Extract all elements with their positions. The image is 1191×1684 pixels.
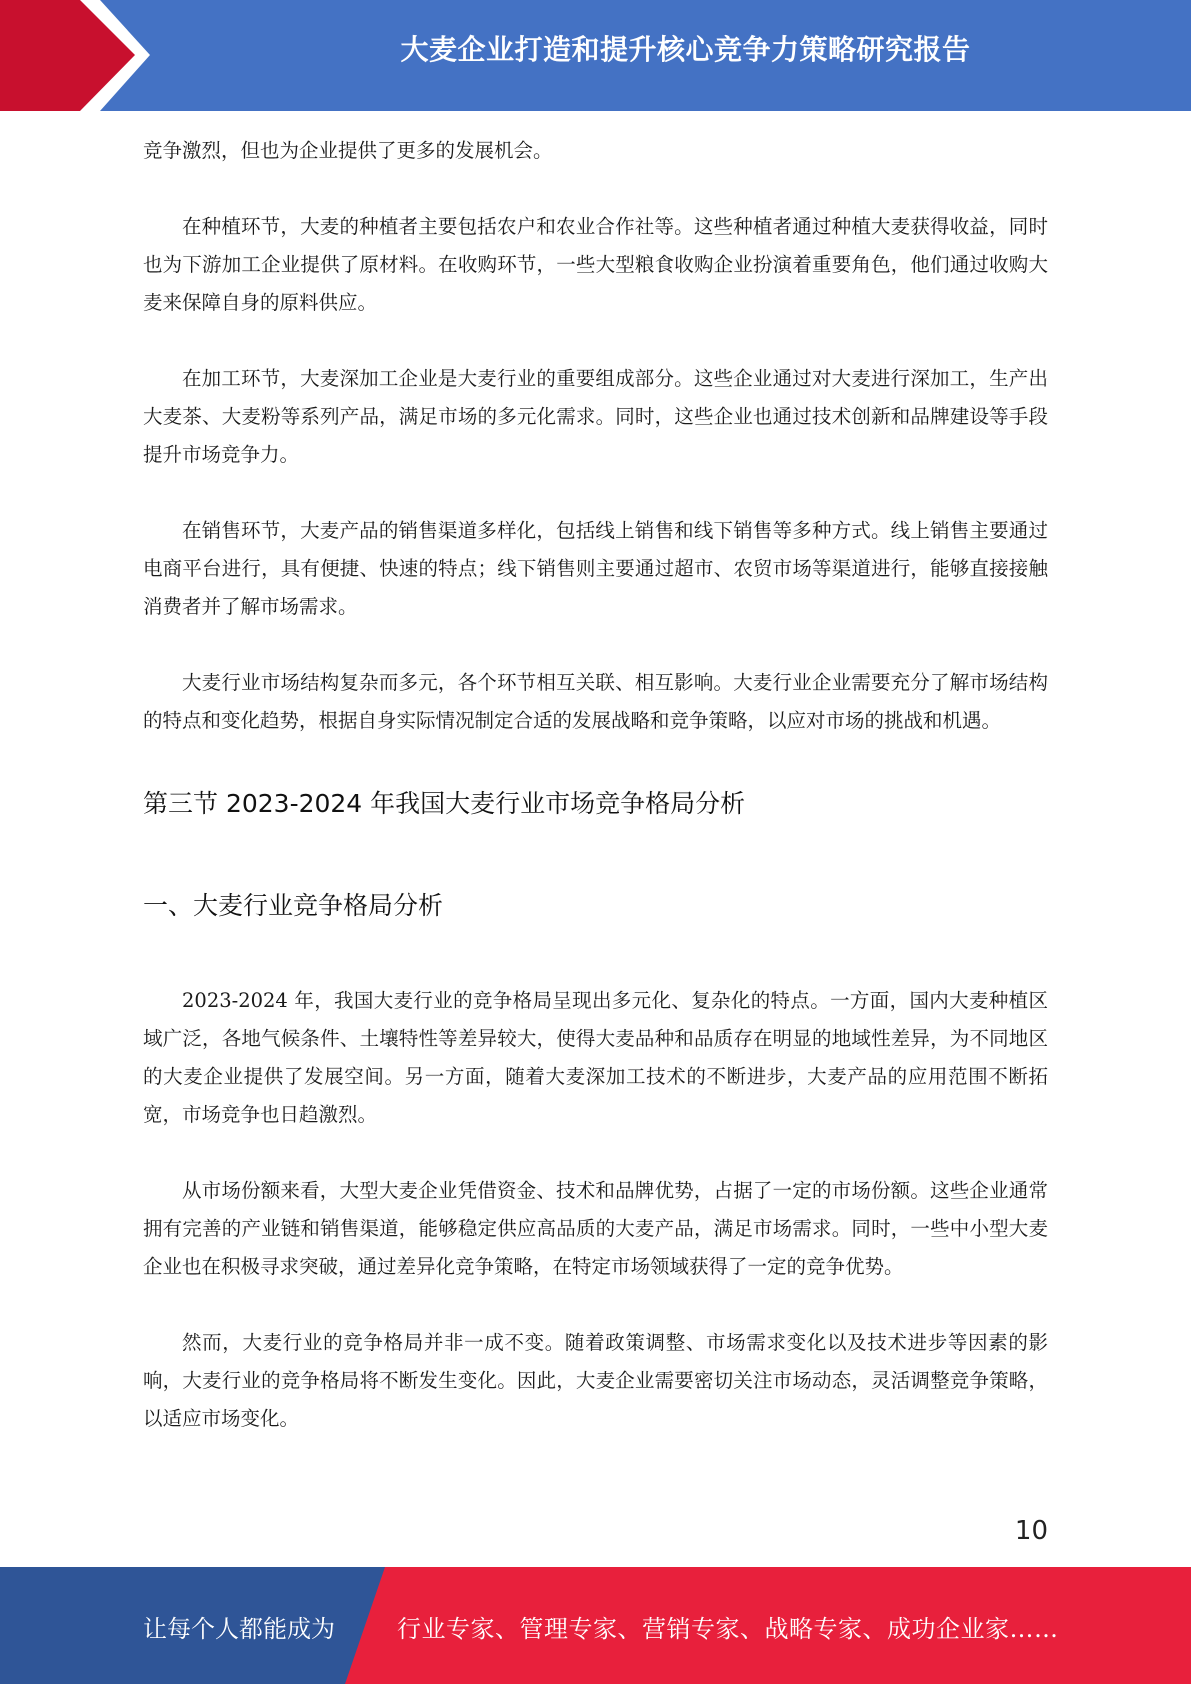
footer-slogan-right: 行业专家、管理专家、营销专家、战略专家、成功企业家…… <box>397 1615 1059 1643</box>
paragraph-continuation: 竞争激烈，但也为企业提供了更多的发展机会。 <box>143 139 553 162</box>
page-body <box>143 132 1048 1438</box>
page-header <box>0 0 1191 111</box>
paragraph-sales: 在销售环节，大麦产品的销售渠道多样化，包括线上销售和线下销售等多种方式。线上销售主要通过电商平台进行，具有便捷、快速的特点；线下销售则主要通过超市、农贸市场等渠道进行，能够直接接触消费者并了解市场需求。 <box>143 519 1048 618</box>
paragraph-market-share: 从市场份额来看，大型大麦企业凭借资金、技术和品牌优势，占据了一定的市场份额。这些企业通常拥有完善的产业链和销售渠道，能够稳定供应高品质的大麦产品，满足市场需求。同时，一些中小型大麦企业也在积极寻求突破，通过差异化竞争策略，在特定市场领域获得了一定的竞争优势。 <box>143 1179 1048 1278</box>
page-footer <box>0 1567 1191 1684</box>
page-number: 10 <box>1014 1516 1048 1546</box>
paragraph-changing-landscape: 然而，大麦行业的竞争格局并非一成不变。随着政策调整、市场需求变化以及技术进步等因素的影响，大麦行业的竞争格局将不断发生变化。因此，大麦企业需要密切关注市场动态，灵活调整竞争策略，以适应市场变化。 <box>143 1331 1048 1430</box>
paragraph-planting: 在种植环节，大麦的种植者主要包括农户和农业合作社等。这些种植者通过种植大麦获得收益，同时也为下游加工企业提供了原材料。在收购环节，一些大型粮食收购企业扮演着重要角色，他们通过收购大麦来保障自身的原料供应。 <box>143 215 1048 314</box>
section-title: 第三节 2023-2024 年我国大麦行业市场竞争格局分析 <box>143 789 746 818</box>
footer-slogan-left: 让每个人都能成为 <box>143 1615 335 1643</box>
report-title: 大麦企业打造和提升核心竞争力策略研究报告 <box>400 33 971 66</box>
paragraph-processing: 在加工环节，大麦深加工企业是大麦行业的重要组成部分。这些企业通过对大麦进行深加工，生产出大麦茶、大麦粉等系列产品，满足市场的多元化需求。同时，这些企业也通过技术创新和品牌建设等手段提升市场竞争力。 <box>143 367 1048 466</box>
paragraph-market-structure: 大麦行业市场结构复杂而多元，各个环节相互关联、相互影响。大麦行业企业需要充分了解市场结构的特点和变化趋势，根据自身实际情况制定合适的发展战略和竞争策略，以应对市场的挑战和机遇。 <box>143 671 1048 732</box>
paragraph-competition-overview: 2023-2024 年，我国大麦行业的竞争格局呈现出多元化、复杂化的特点。一方面，国内大麦种植区域广泛，各地气候条件、土壤特性等差异较大，使得大麦品种和品质存在明显的地域性差异，为不同地区的大麦企业提供了发展空间。另一方面，随着大麦深加工技术的不断进步，大麦产品的应用范围不断拓宽，市场竞争也日趋激烈。 <box>143 989 1048 1126</box>
subsection-title: 一、大麦行业竞争格局分析 <box>143 891 444 920</box>
